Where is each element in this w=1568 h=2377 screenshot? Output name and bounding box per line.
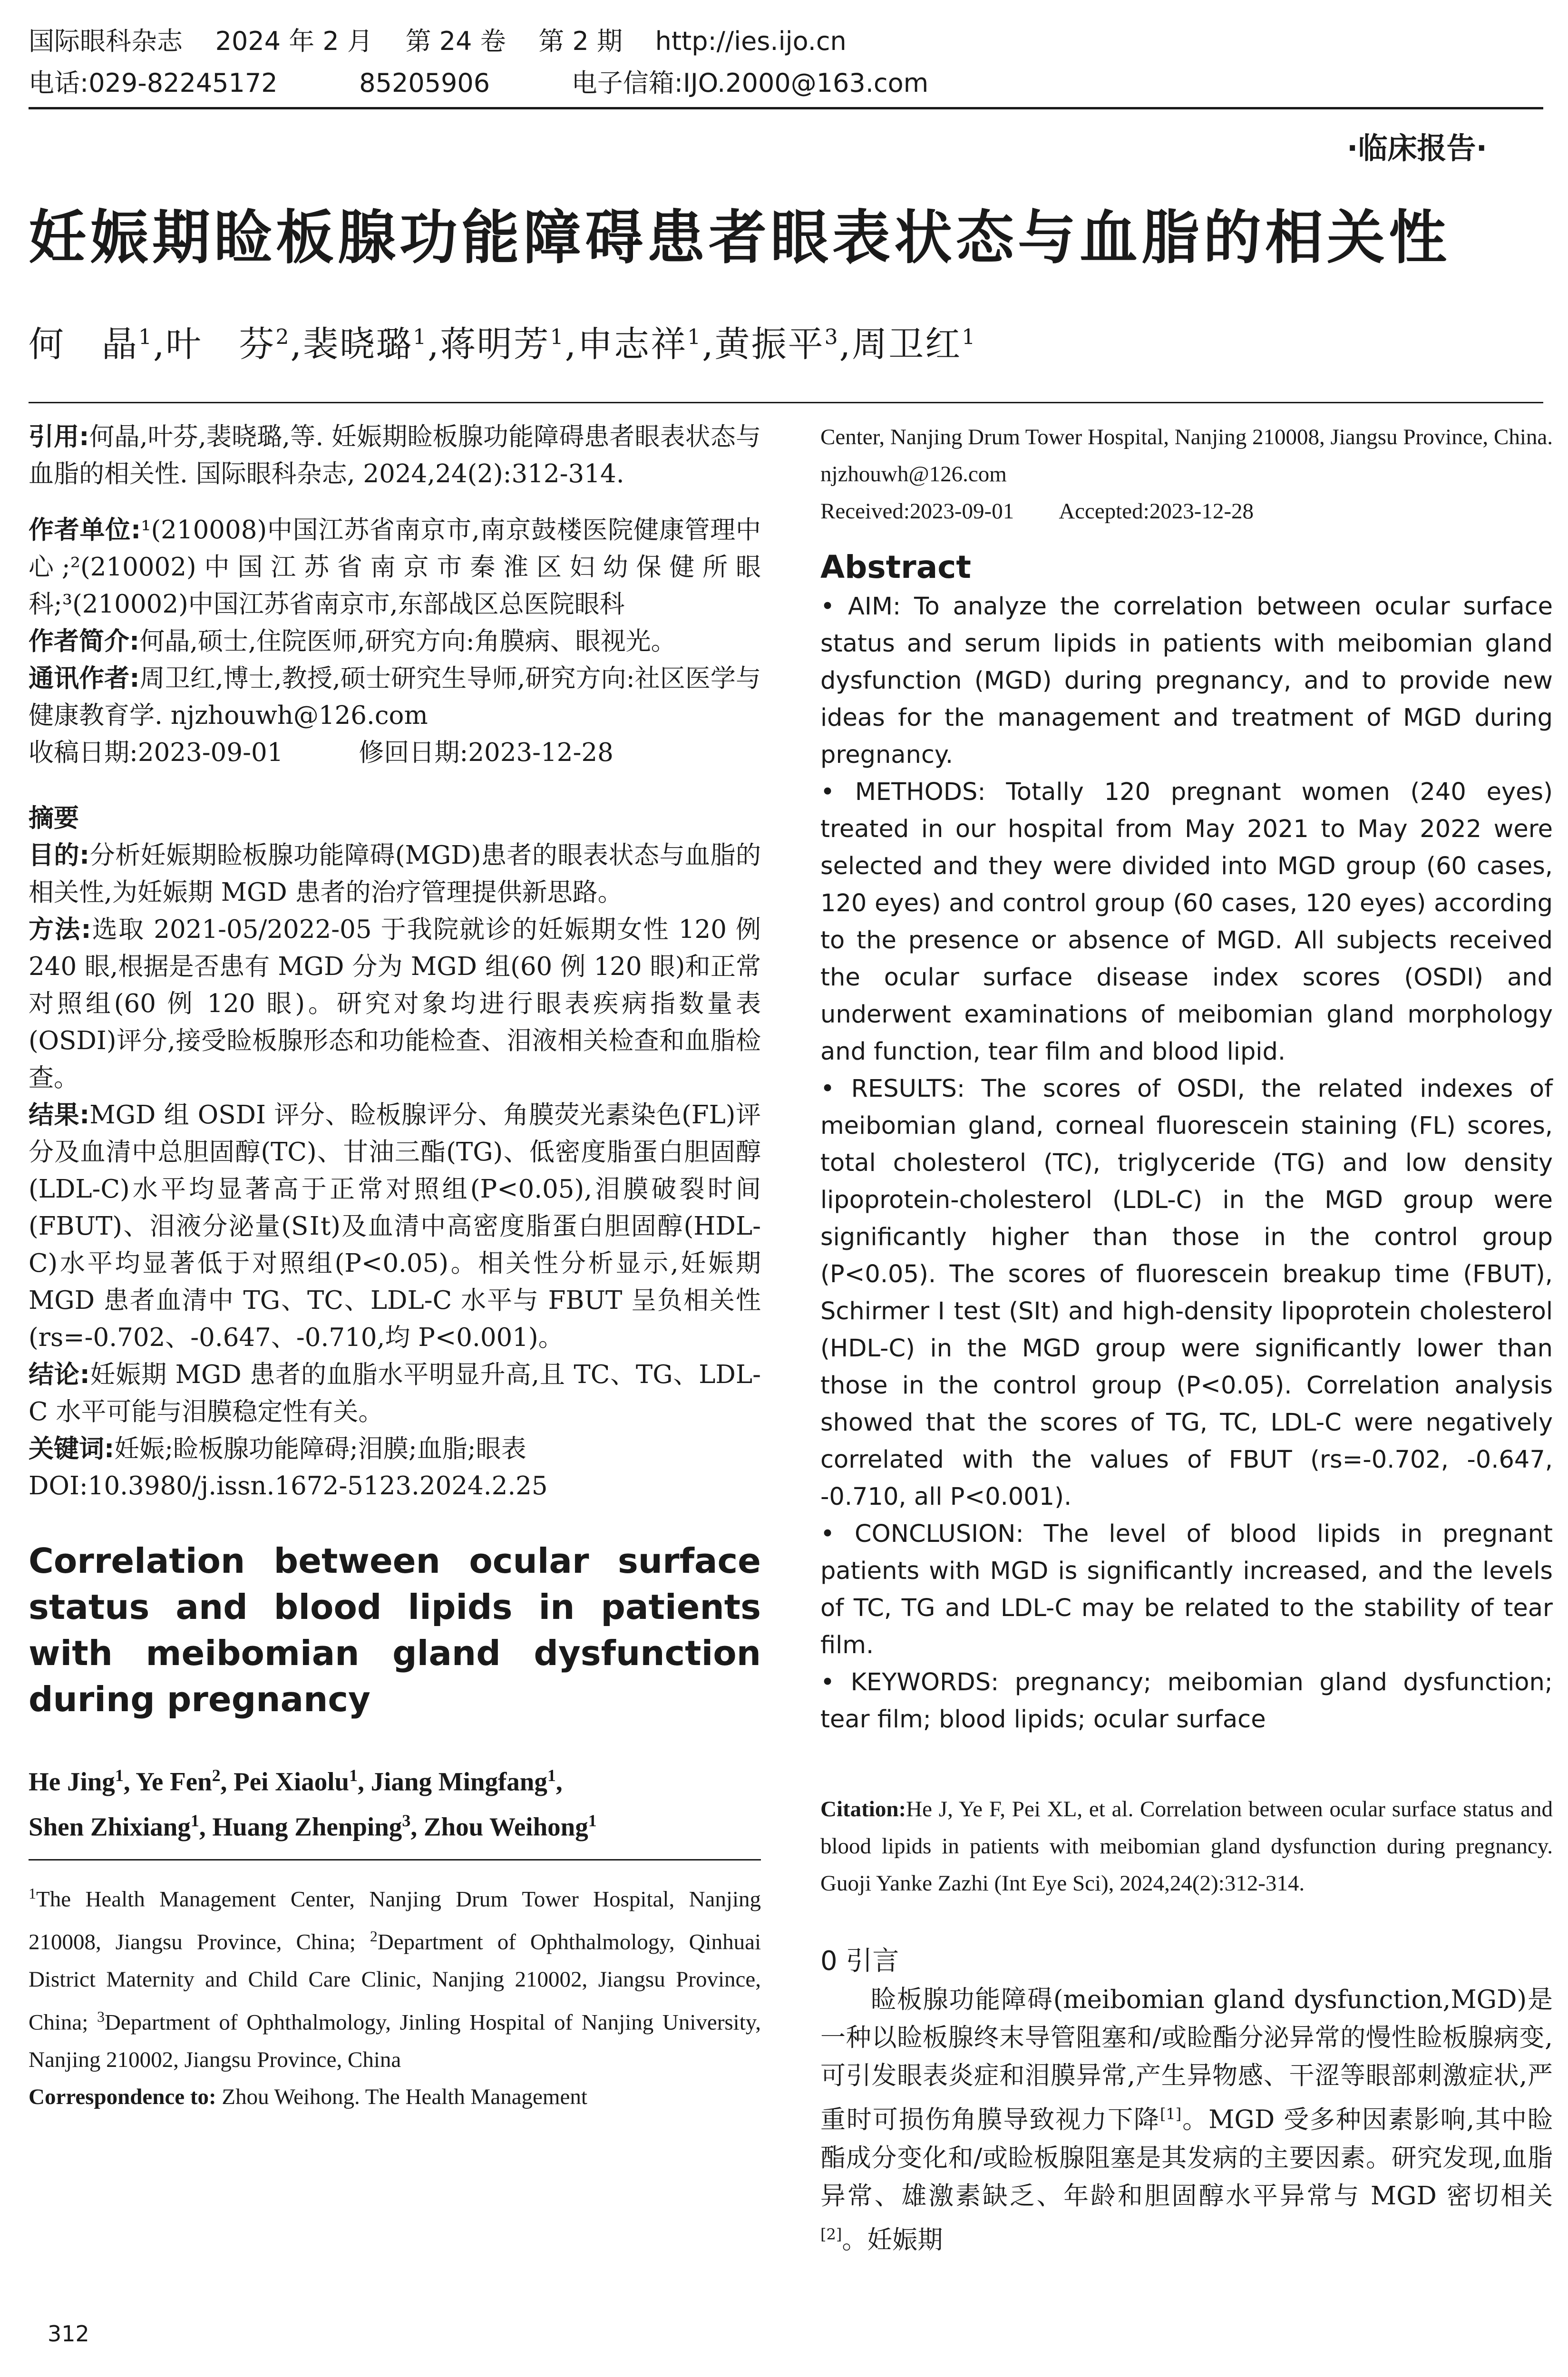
author-sup: 1 [413, 325, 428, 350]
intro-part: 睑板腺功能障碍(meibomian gland dysfunction,MGD)是一种以睑板腺终末导管阻塞和/或睑酯分泌异常的慢性睑板腺病变,可引发眼表炎症和泪膜异常,产生异物感、干涩等眼部刺激症状,严重时可损伤角膜导致视力下降 [820, 1985, 1553, 2134]
author-sup: 2 [212, 1766, 221, 1785]
methods-text: 选取 2021-05/2022-05 于我院就诊的妊娠期女性 120 例 240 眼,根据是否患有 MGD 分为 MGD 组(60 例 120 眼)和正常对照组(60 例 120 眼)。研究对象均进行眼表疾病指数量表(OSDI)评分,接受睑板腺形态和功能检查、泪液相关检查和血脂检查。 [29, 915, 761, 1092]
page-number: 312 [48, 2321, 89, 2347]
unit-text: ¹(210008)中国江苏省南京市,南京鼓楼医院健康管理中心;²(210002)中国江苏省南京市秦淮区妇幼保健所眼科;³(210002)中国江苏省南京市,东部战区总医院眼科 [29, 516, 761, 619]
keywords-en: • KEYWORDS: pregnancy; meibomian gland dysfunction; tear film; blood lipids; ocular surface [820, 1668, 1553, 1734]
citation-cn [29, 419, 761, 493]
abstract-methods-cn [29, 911, 761, 1097]
author-cn: 黄振平 [714, 324, 825, 365]
intro-label: 作者简介: [29, 627, 140, 656]
journal-header-line-1: 国际眼科杂志 2024 年 2 月 第 24 卷 第 2 期 http://ies.ijo.cn [29, 26, 847, 56]
correspondence-text: Zhou Weihong. The Health Management [216, 2084, 587, 2109]
author-sup: 1 [547, 1766, 556, 1785]
abstract-results-en: • RESULTS: The scores of OSDI, the related indexes of meibomian gland, corneal fluorescein staining (FL) scores, total cholesterol (TC), triglyceride (TG) and low density lipoprotein-cholesterol (LDL-C) in the MGD group were significantly higher than those in the control group (P<0.05). The scores of fluorescein breakup time (FBUT), Schirmer Ⅰ test (SIt) and high-density lipoprotein cholesterol (HDL-C) in the MGD group were significantly lower than those in the control group (P<0.05). Correlation analysis showed that the scores of TG, TC, LDL-C were negatively correlated with the values of FBUT (rs=-0.702, -0.647, -0.710, all P<0.001). [820, 1075, 1553, 1511]
correspondence-label: Correspondence to: [29, 2084, 216, 2109]
results-label: 结果: [29, 1101, 90, 1130]
author-en: He Jing [29, 1767, 115, 1796]
author-en: Huang Zhenping [212, 1812, 402, 1841]
author-sup: 1 [588, 1811, 597, 1831]
right-column [820, 419, 1553, 2259]
title-rule [29, 402, 1543, 403]
aim-label: 目的: [29, 841, 90, 870]
keywords-cn [29, 1431, 761, 1468]
conclusion-label: 结论: [29, 1360, 90, 1389]
intro-part: 。MGD 受多种因素影响,其中睑酯成分变化和/或睑板腺阻塞是其发病的主要因素。研究发现,血脂异常、雄激素缺乏、年龄和胆固醇水平异常与 MGD 密切相关 [820, 2105, 1553, 2211]
author-cn: 蒋明芳 [440, 324, 550, 365]
author-sup: 3 [824, 325, 839, 350]
corr-text: 周卫红,博士,教授,硕士研究生导师,研究方向:社区医学与健康教育学. njzhouwh@126.com [29, 664, 761, 730]
intro-part: 。妊娠期 [842, 2225, 943, 2255]
affiliation: The Health Management Center, Nanjing Drum Tower Hospital, Nanjing 210008, Jiangsu Province, China; [29, 1887, 761, 1955]
journal-header-line-2: 电话:029-82245172 85205906 电子信箱:IJO.2000@163.com [29, 68, 929, 98]
author-sup: 1 [550, 325, 565, 350]
article-title: 妊娠期睑板腺功能障碍患者眼表状态与血脂的相关性 [29, 204, 1451, 272]
introduction-heading: 0 引言 [820, 1946, 899, 1977]
aff-sup: 1 [29, 1884, 36, 1902]
reference-mark[interactable]: [2] [820, 2225, 842, 2243]
keywords-label: 关键词: [29, 1434, 115, 1463]
author-sup: 1 [115, 1766, 124, 1785]
english-authors: He Jing$^1$, Ye Fen$^2$, Pei Xiaolu$^1$, Jiang Mingfang$^1$, Shen Zhixiang$^1$, Huang Zhenping$^3$, Zhou Weihong$^1$ [29, 1766, 597, 1841]
author-en: Shen Zhixiang [29, 1812, 191, 1841]
citation-label: 引用: [29, 422, 89, 451]
author-intro [29, 623, 761, 660]
citation-en-text: He J, Ye F, Pei XL, et al. Correlation between ocular surface status and blood lipids in patients with meibomian gland dysfunction during pregnancy. Guoji Yanke Zazhi (Int Eye Sci), 2024,24(2):312-314. [820, 1797, 1553, 1896]
abstract-heading-cn: 摘要 [29, 804, 79, 833]
results-text: MGD 组 OSDI 评分、睑板腺评分、角膜荧光素染色(FL)评分及血清中总胆固醇(TC)、甘油三酯(TG)、低密度脂蛋白胆固醇(LDL-C)水平均显著高于正常对照组(P<0.05),泪膜破裂时间(FBUT)、泪液分泌量(SⅠt)及血清中高密度脂蛋白胆固醇(HDL-C)水平均显著低于对照组(P<0.05)。相关性分析显示,妊娠期 MGD 患者血清中 TG、TC、LDL-C 水平与 FBUT 呈负相关性(rs=-0.702、-0.647、-0.710,均 P<0.001)。 [29, 1101, 761, 1352]
author-sup: 1 [190, 1811, 199, 1831]
author-units [29, 512, 761, 623]
english-affiliations [29, 1875, 761, 2078]
author-sup: 3 [402, 1811, 411, 1831]
correspondence-continued: Center, Nanjing Drum Tower Hospital, Nanjing 210008, Jiangsu Province, China. njzhouwh@126.com [820, 425, 1553, 487]
reference-mark[interactable]: [1] [1159, 2105, 1182, 2123]
abstract-conclusion-cn [29, 1356, 761, 1431]
correspondence-en [29, 2078, 761, 2115]
author-sup: 1 [962, 325, 977, 350]
affiliation-rule [29, 1859, 761, 1861]
intro-text: 何晶,硕士,住院医师,研究方向:角膜病、眼视光。 [139, 627, 676, 656]
authors-cn: 何 晶$^1$,叶 芬$^2$,裴晓璐$^1$,蒋明芳$^1$,申志祥$^1$,黄振平$^3$,周卫红$^1$ [29, 324, 977, 365]
author-en: Ye Fen [136, 1767, 212, 1796]
doi: DOI:10.3980/j.issn.1672-5123.2024.2.25 [29, 1471, 548, 1500]
keywords-text: 妊娠;睑板腺功能障碍;泪膜;血脂;眼表 [114, 1434, 526, 1463]
author-en: Zhou Weihong [423, 1812, 588, 1841]
author-cn: 何 晶 [29, 324, 138, 365]
received-accepted: Received:2023-09-01 Accepted:2023-12-28 [820, 499, 1254, 524]
english-title: Correlation between ocular surface status and blood lipids in patients with meibomian gland dysfunction during pregnancy [29, 1541, 761, 1719]
citation-text: 何晶,叶芬,裴晓璐,等. 妊娠期睑板腺功能障碍患者眼表状态与血脂的相关性. 国际眼科杂志, 2024,24(2):312-314. [29, 422, 761, 488]
affiliation: Department of Ophthalmology, Jinling Hospital of Nanjing University, Nanjing 210002, Jiangsu Province, China [29, 2010, 761, 2072]
author-cn: 叶 芬 [166, 324, 276, 365]
unit-label: 作者单位: [29, 516, 141, 545]
section-tag: ·临床报告· [1346, 131, 1487, 166]
abstract-aim-cn [29, 837, 761, 911]
author-sup: 1 [349, 1766, 358, 1785]
header-rule [29, 107, 1543, 109]
abstract-aim-en: • AIM: To analyze the correlation between ocular surface status and serum lipids in patients with meibomian gland dysfunction (MGD) during pregnancy, and to provide new ideas for the management and treatment of MGD during pregnancy. [820, 593, 1553, 769]
methods-label: 方法: [29, 915, 91, 944]
affiliation: Department of Ophthalmology, Qinhuai District Maternity and Child Care Clinic, Nanjing 210002, Jiangsu Province, China; [29, 1929, 761, 2035]
aff-sup: 2 [370, 1928, 378, 1945]
dates-cn: 收稿日期:2023-09-01 修回日期:2023-12-28 [29, 738, 614, 767]
citation-en [820, 1791, 1553, 1902]
abstract-en [820, 588, 1553, 1738]
aff-sup: 3 [97, 2007, 105, 2025]
author-cn: 裴晓璐 [303, 324, 413, 365]
author-sup: 2 [275, 325, 291, 350]
abstract-heading-en: Abstract [820, 549, 971, 585]
abstract-methods-en: • METHODS: Totally 120 pregnant women (240 eyes) treated in our hospital from May 2021 to May 2022 were selected and they were divided into MGD group (60 cases, 120 eyes) and control group (60 cases, 120 eyes) according to the presence or absence of MGD. All subjects received the ocular surface disease index scores (OSDI) and underwent examinations of meibomian gland morphology and function, tear film and blood lipid. [820, 778, 1553, 1066]
abstract-conclusion-en: • CONCLUSION: The level of blood lipids in pregnant patients with MGD is significantly increased, and the levels of TC, TG and LDL-C may be related to the stability of tear film. [820, 1520, 1553, 1659]
citation-en-label: Citation: [820, 1797, 906, 1822]
corr-label: 通讯作者: [29, 664, 140, 693]
corresponding-author [29, 660, 761, 734]
author-sup: 1 [138, 325, 153, 350]
left-column [29, 419, 761, 2115]
conclusion-text: 妊娠期 MGD 患者的血脂水平明显升高,且 TC、TG、LDL-C 水平可能与泪膜稳定性有关。 [29, 1360, 761, 1426]
author-cn: 申志祥 [577, 324, 688, 365]
author-en: Jiang Mingfang [370, 1767, 547, 1796]
author-cn: 周卫红 [852, 324, 962, 365]
aim-text: 分析妊娠期睑板腺功能障碍(MGD)患者的眼表状态与血脂的相关性,为妊娠期 MGD 患者的治疗管理提供新思路。 [29, 841, 761, 907]
author-en: Pei Xiaolu [234, 1767, 350, 1796]
introduction-text [820, 1981, 1553, 2259]
author-sup: 1 [687, 325, 702, 350]
abstract-results-cn [29, 1097, 761, 1356]
